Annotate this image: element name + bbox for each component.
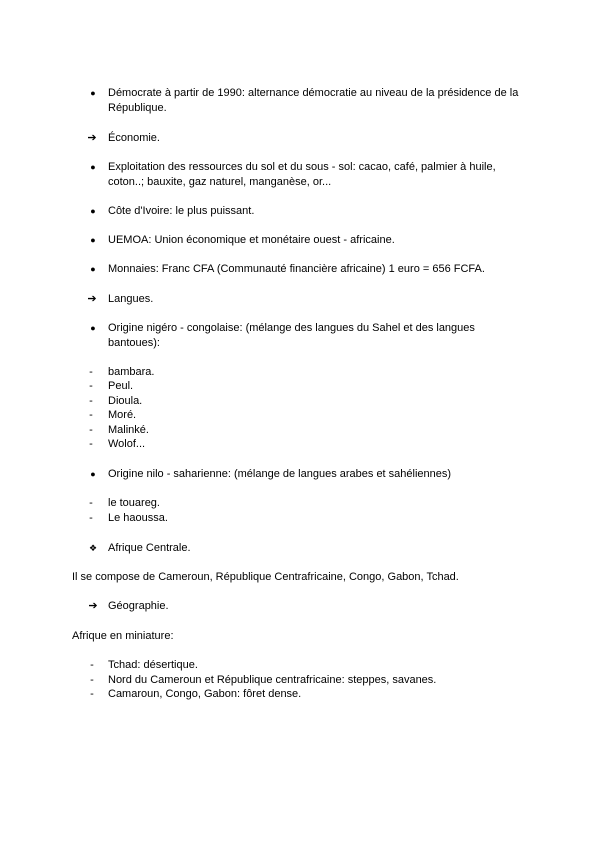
dash-icon: - bbox=[89, 497, 93, 509]
uemoa-text: UEMOA: Union économique et monétaire ouest - africaine. bbox=[108, 234, 395, 246]
arrow-icon: ➔ bbox=[87, 293, 97, 305]
exploitation-line-2: coton..; bauxite, gaz naturel, manganèse, or... bbox=[108, 176, 332, 188]
bullet-icon: ● bbox=[90, 235, 96, 245]
list-item: Moré. bbox=[108, 409, 137, 421]
geographie-heading: Géographie. bbox=[108, 600, 169, 612]
nilo-text: Origine nilo - saharienne: (mélange de langues arabes et sahéliennes) bbox=[108, 468, 452, 480]
list-item: bambara. bbox=[108, 366, 155, 378]
composition-text: Il se compose de Cameroun, République Centrafricaine, Congo, Gabon, Tchad. bbox=[72, 571, 459, 583]
dash-icon: - bbox=[89, 395, 93, 407]
list-item: Peul. bbox=[108, 380, 134, 392]
bullet-icon: ● bbox=[90, 323, 96, 333]
list-item: Dioula. bbox=[108, 395, 143, 407]
economie-heading: Économie. bbox=[108, 132, 160, 144]
arrow-icon: ➔ bbox=[87, 132, 97, 144]
democratie-line-2: République. bbox=[108, 102, 167, 114]
bullet-icon: ● bbox=[90, 162, 96, 172]
nigero-line-1: Origine nigéro - congolaise: (mélange des langues du Sahel et des langues bbox=[108, 322, 475, 334]
exploitation-line-1: Exploitation des ressources du sol et du sous - sol: cacao, café, palmier à huile, bbox=[108, 161, 496, 173]
dash-icon: - bbox=[89, 424, 93, 436]
list-item: Camaroun, Congo, Gabon: fôret dense. bbox=[108, 688, 302, 700]
bullet-icon: ● bbox=[90, 206, 96, 216]
dash-icon: - bbox=[90, 659, 94, 671]
arrow-icon: ➔ bbox=[88, 600, 98, 612]
diamond-bullet-icon: ❖ bbox=[88, 543, 98, 553]
list-item: Wolof... bbox=[108, 438, 146, 450]
miniature-text: Afrique en miniature: bbox=[72, 630, 174, 642]
bullet-icon: ● bbox=[90, 264, 96, 274]
bullet-icon: ● bbox=[90, 88, 96, 98]
list-item: le touareg. bbox=[108, 497, 160, 509]
dash-icon: - bbox=[89, 409, 93, 421]
dash-icon: - bbox=[89, 380, 93, 392]
bullet-icon: ● bbox=[90, 469, 96, 479]
list-item: Tchad: désertique. bbox=[108, 659, 198, 671]
dash-icon: - bbox=[90, 688, 94, 700]
langues-heading: Langues. bbox=[108, 293, 154, 305]
list-item: Malinké. bbox=[108, 424, 149, 436]
dash-icon: - bbox=[89, 438, 93, 450]
monnaies-text: Monnaies: Franc CFA (Communauté financière africaine) 1 euro = 656 FCFA. bbox=[108, 263, 485, 275]
afrique-centrale-heading: Afrique Centrale. bbox=[108, 542, 191, 554]
cote-ivoire-text: Côte d'Ivoire: le plus puissant. bbox=[108, 205, 255, 217]
list-item: Le haoussa. bbox=[108, 512, 168, 524]
list-item: Nord du Cameroun et République centrafricaine: steppes, savanes. bbox=[108, 674, 437, 686]
dash-icon: - bbox=[89, 512, 93, 524]
dash-icon: - bbox=[89, 366, 93, 378]
nigero-line-2: bantoues): bbox=[108, 337, 160, 349]
dash-icon: - bbox=[90, 674, 94, 686]
democratie-line-1: Démocrate à partir de 1990: alternance démocratie au niveau de la présidence de la bbox=[108, 87, 519, 99]
